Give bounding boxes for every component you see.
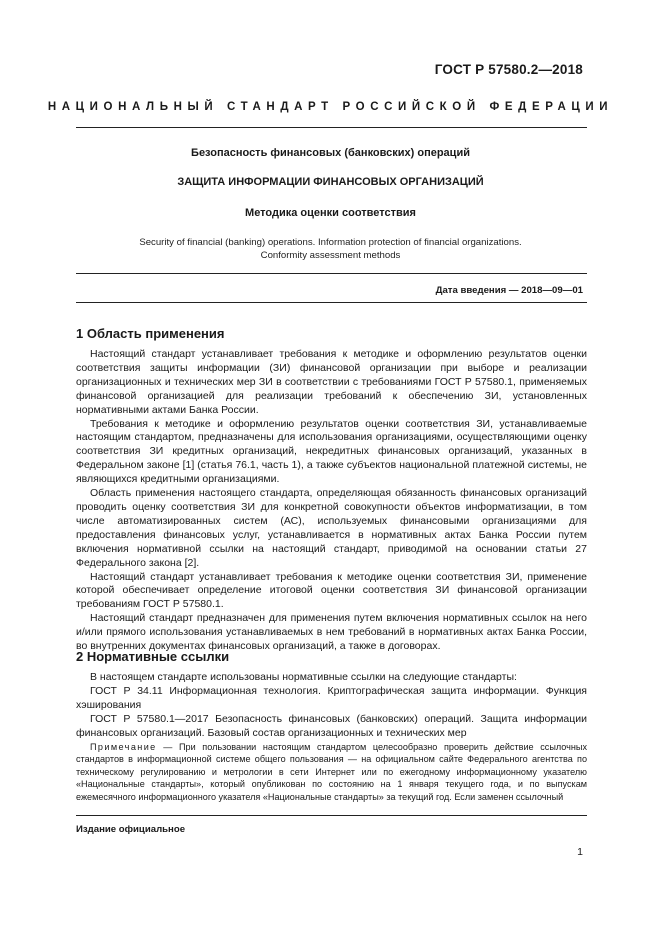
- section-1-body: [76, 348, 587, 654]
- title-divider: [76, 273, 587, 274]
- edition-label: Издание официальное: [76, 824, 186, 835]
- section-2-paragraph: ГОСТ Р 57580.1—2017 Безопасность финансовых (банковских) операций. Защита информации финансовых организаций. Базовый состав организационных и технических мер: [76, 712, 587, 739]
- standard-id: ГОСТ Р 57580.2—2018: [434, 62, 583, 77]
- section-1-paragraph: Область применения настоящего стандарта, определяющая обязанность финансовых организаций проводить оценку соответствия ЗИ для конкретной совокупности объектов информатизации, в том числе автоматизированных систем (АС), используемых финансовыми организациями для предоставления финансовых услуг, устанавливается в нормативных актах Банка России путем включения нормативной ссылки на настоящий стандарт, приводимой на основании статьи 27 Федерального закона [2].: [76, 487, 587, 569]
- section-1-paragraph: Требования к методике и оформлению результатов оценки соответствия ЗИ, устанавливаемые настоящим стандартом, предназначены для использования организациями, осуществляющими оценку соответствия ЗИ кредитных организаций, некредитных финансовых организаций, указанных в Федеральном законе [1] (статья 76.1, часть 1), а также субъектов национальной платежной системы, не являющихся кредитными организациями.: [76, 417, 587, 486]
- english-title-line-1: Security of financial (banking) operations. Information protection of financial organizations.: [139, 237, 522, 248]
- section-1-heading: 1 Область применения: [76, 326, 225, 341]
- section-2-heading: 2 Нормативные ссылки: [76, 649, 230, 664]
- section-2-paragraph: ГОСТ Р 34.11 Информационная технология. Криптографическая защита информации. Функция хэширования: [76, 684, 587, 711]
- section-1-paragraph: Настоящий стандарт предназначен для применения путем включения нормативных ссылок на него и/или прямого использования устанавливаемых в нем требований в нормативных актах Банка России, во внутренних документах финансовых организаций, а также в договорах.: [76, 612, 587, 653]
- note: [76, 741, 587, 804]
- title-line-3: Методика оценки соответствия: [245, 207, 416, 219]
- english-title-line-2: Conformity assessment methods: [260, 250, 401, 261]
- section-2-paragraph: В настоящем стандарте использованы нормативные ссылки на следующие стандарты:: [90, 671, 517, 683]
- title-line-2: ЗАЩИТА ИНФОРМАЦИИ ФИНАНСОВЫХ ОРГАНИЗАЦИЙ: [177, 176, 484, 188]
- section-2-body: [76, 671, 587, 804]
- title-line-1: Безопасность финансовых (банковских) операций: [191, 147, 470, 159]
- page-number: 1: [577, 846, 583, 858]
- english-title: [60, 236, 601, 262]
- section-1-paragraph: Настоящий стандарт устанавливает требования к методике и оформлению результатов оценки соответствия защиты информации (ЗИ) финансовой организации при выборе и реализации организационных и технических мер ЗИ в соответствии с требованиями ГОСТ Р 57580.1, применяемых финансовой организацией для реализации требований к обеспечению ЗИ, установленных нормативными актами Банка России.: [76, 348, 587, 416]
- introduction-date: Дата введения — 2018—09—01: [435, 285, 583, 296]
- note-label: Примечание: [90, 741, 157, 752]
- note-text: — При пользовании настоящим стандартом целесообразно проверить действие ссылочных стандартов в информационной системе общего пользования — на официальном сайте Федерального агентства по техническому регулированию и метрологии в сети Интернет или по ежегодному информационному указателю «Национальные стандарты», который опубликован по состоянию на 1 января текущего года, и по выпускам ежемесячного информационного указателя «Национальные стандарты» за текущий год. Если заменен ссылочный: [76, 741, 587, 802]
- footer-divider: [76, 815, 587, 816]
- date-divider: [76, 302, 587, 303]
- section-1-paragraph: Настоящий стандарт устанавливает требования к методике оценки соответствия ЗИ, применение которой обеспечивает определение итоговой оценки соответствия ЗИ финансовой организации требованиям ГОСТ Р 57580.1.: [76, 570, 587, 611]
- national-standard-title: НАЦИОНАЛЬНЫЙ СТАНДАРТ РОССИЙСКОЙ ФЕДЕРАЦИИ: [47, 101, 614, 113]
- header-divider: [76, 127, 587, 128]
